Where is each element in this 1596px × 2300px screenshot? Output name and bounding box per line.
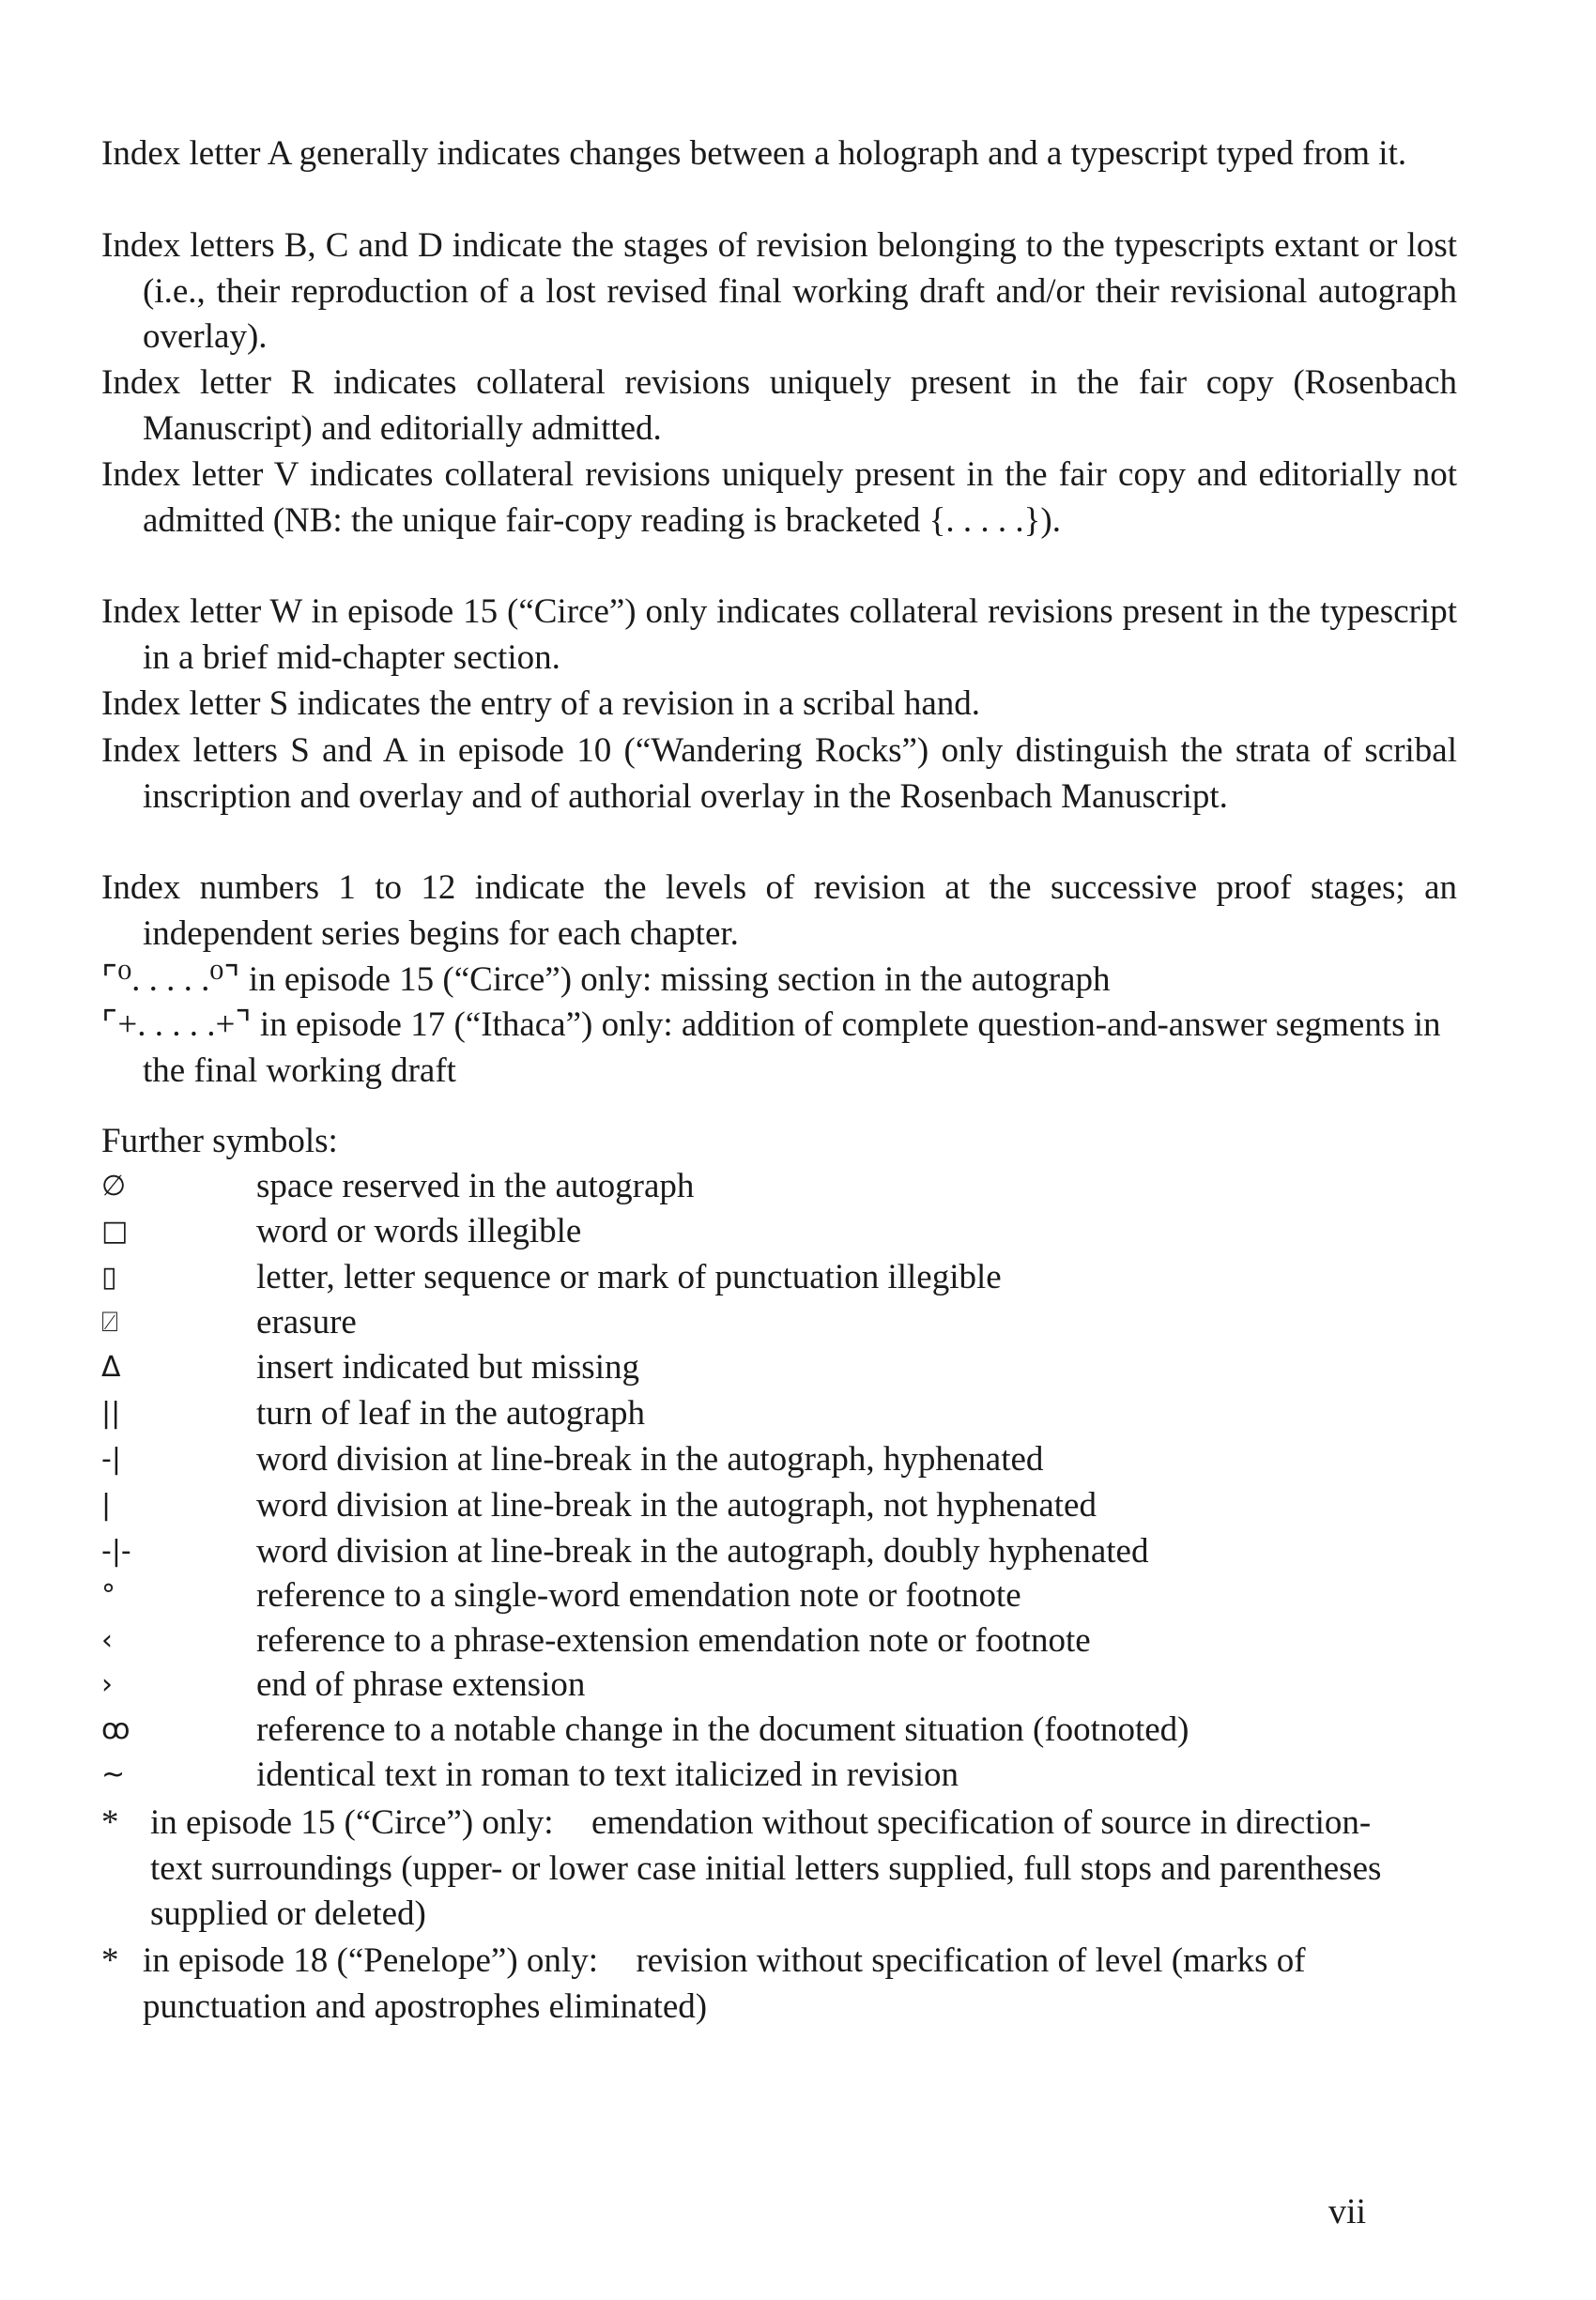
index-entry-s-and-a: Index letters S and A in episode 10 (“Wandering Rocks”) only distinguish the strata of scribal inscription and overlay and of authorial overlay in the Rosenbach Manuscript. xyxy=(101,731,1457,816)
star-entry-head: in episode 15 (“Circe”) only: xyxy=(150,1803,554,1842)
insert-missing-icon: Δ xyxy=(101,1351,121,1384)
symbol-description: turn of leaf in the autograph xyxy=(256,1394,646,1433)
asterisk-icon: * xyxy=(101,1803,119,1842)
document-change-icon: ꝏ xyxy=(101,1713,130,1746)
index-entry-r: Index letter R indicates collateral revisions uniquely present in the fair copy (Rosenbach Manuscript) and editorially admitted. xyxy=(101,363,1457,448)
symbol-description: word division at line-break in the autograph, doubly hyphenated xyxy=(256,1532,1149,1571)
phrase-start-icon: ‹ xyxy=(101,1624,113,1657)
index-entry-circe-missing: ⌜⁰. . . . .⁰⌝ in episode 15 (“Circe”) only: missing section in the autograph xyxy=(101,960,1111,999)
index-entry-s: Index letter S indicates the entry of a revision in a scribal hand. xyxy=(101,684,981,723)
erasure-icon: ⍁ xyxy=(101,1306,118,1339)
star-entry-body xyxy=(101,1801,1416,1938)
symbol-description: word division at line-break in the autograph, hyphenated xyxy=(256,1440,1044,1479)
index-entry-w: Index letter W in episode 15 (“Circe”) only indicates collateral revisions present in the typescript in a brief mid-chapter section. xyxy=(101,592,1457,677)
symbol-description: reference to a single-word emendation note or footnote xyxy=(256,1576,1021,1615)
tilde-icon: ~ xyxy=(101,1758,126,1791)
symbol-description: space reserved in the autograph xyxy=(256,1167,695,1205)
symbol-description: identical text in roman to text italicized in revision xyxy=(256,1756,959,1794)
index-entry-bcd: Index letters B, C and D indicate the stages of revision belonging to the typescripts extant or lost (i.e., their reproduction of a lost revised final working draft and/or their revisional autograph overlay). xyxy=(101,226,1457,356)
index-entry-ithaca-addition: ⌜+. . . . .+⌝ in episode 17 (“Ithaca”) only: addition of complete question-and-answer segments in the final working draft xyxy=(101,1005,1441,1090)
double-hyphen-break-icon: -|- xyxy=(101,1535,131,1568)
symbol-description: end of phrase extension xyxy=(256,1665,586,1704)
index-entry-numbers: Index numbers 1 to 12 indicate the levels of revision at the successive proof stages; an independent series begins for each chapter. xyxy=(101,868,1457,953)
page-number: vii xyxy=(1328,2192,1367,2231)
symbol-description: reference to a phrase-extension emendation note or footnote xyxy=(256,1621,1091,1660)
asterisk-icon: * xyxy=(101,1941,119,1980)
index-entry-v: Index letter V indicates collateral revisions uniquely present in the fair copy and editorially not admitted (NB: the unique fair-copy reading is bracketed {. . . . .}). xyxy=(101,455,1457,540)
degree-note-icon: ° xyxy=(101,1579,115,1612)
symbol-description: letter, letter sequence or mark of punctuation illegible xyxy=(256,1258,1002,1296)
symbol-description: insert indicated but missing xyxy=(256,1348,639,1387)
hyphenated-break-icon: -| xyxy=(101,1443,121,1476)
phrase-end-icon: › xyxy=(101,1668,113,1701)
star-entry-circe xyxy=(101,1801,1416,1938)
star-entry-penelope xyxy=(101,1939,1416,2030)
further-symbols-heading: Further symbols: xyxy=(101,1122,338,1160)
symbol-description: word or words illegible xyxy=(256,1212,582,1250)
space-reserved-icon: ∅ xyxy=(101,1170,127,1203)
illegible-words-icon: □ xyxy=(101,1215,129,1248)
star-entry-text: revision without specification of level (marks of punctuation and apostrophes eliminated) xyxy=(143,1941,1306,2026)
symbol-description: reference to a notable change in the document situation (footnoted) xyxy=(256,1710,1189,1749)
star-entry-head: in episode 18 (“Penelope”) only: xyxy=(143,1941,598,1980)
symbol-description: word division at line-break in the autograph, not hyphenated xyxy=(256,1486,1097,1525)
unhyphenated-break-icon: | xyxy=(101,1489,112,1522)
star-entry-body xyxy=(101,1939,1416,2030)
star-entry-text: emendation without specification of source in direction-text surroundings (upper- or lower case initial letters supplied, full stops and parentheses supplied or deleted) xyxy=(150,1803,1382,1933)
index-entry-a: Index letter A generally indicates changes between a holograph and a typescript typed from it. xyxy=(101,134,1407,173)
symbol-description: erasure xyxy=(256,1303,357,1342)
turn-of-leaf-icon: || xyxy=(101,1397,121,1430)
illegible-letter-icon: ▯ xyxy=(101,1261,117,1294)
